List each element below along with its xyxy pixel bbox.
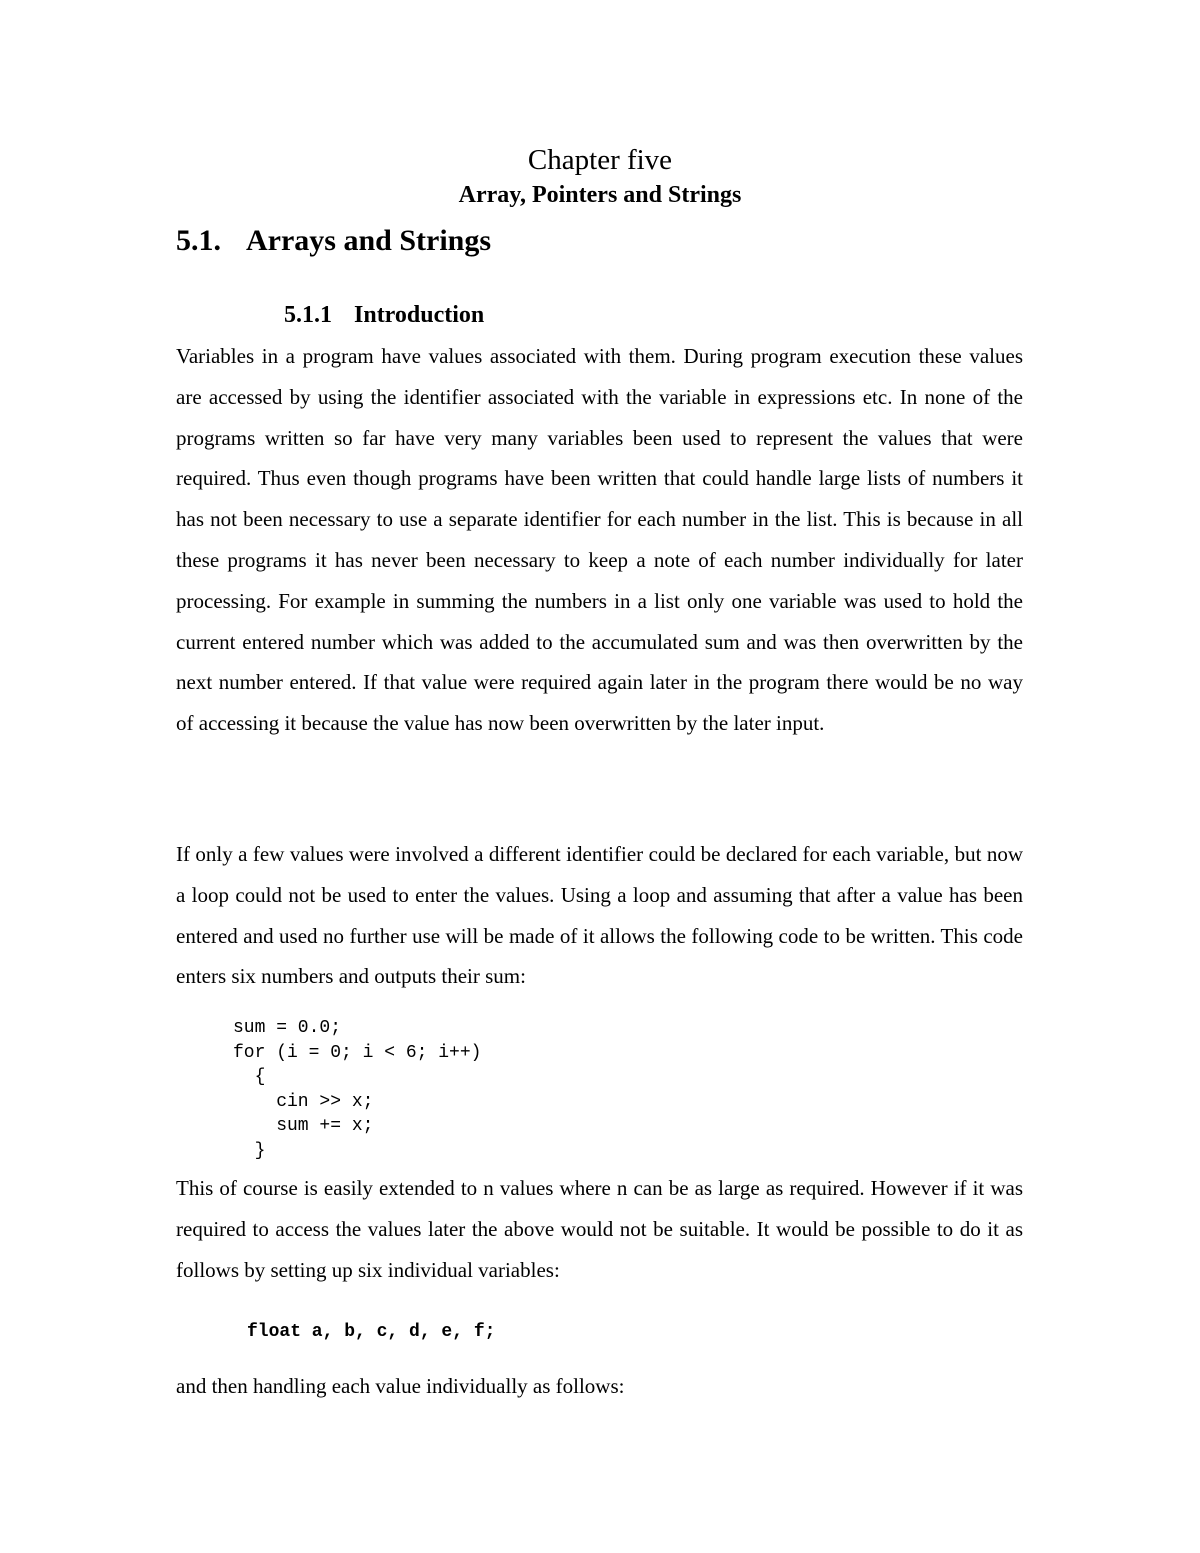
section-heading <box>176 222 491 260</box>
chapter-subtitle: Array, Pointers and Strings <box>458 182 742 208</box>
subsection-title: Introduction <box>354 302 485 328</box>
subsection-number: 5.1.1 <box>284 302 332 328</box>
intro-paragraph: Variables in a program have values associated with them. During program execution these values are accessed by using the identifier associated with the variable in expressions etc. In none of the programs written so far have very many variables been used to represent the values that were required. Thus even though programs have been written that could handle large lists of numbers it has not been necessary to use a separate identifier for each number in the list. This is because in all these programs it has never been necessary to keep a note of each number individually for later processing. For example in summing the numbers in a list only one variable was used to hold the current entered number which was added to the accumulated sum and was then overwritten by the next number entered. If that value were required again later in the program there would be no way of accessing it because the value has now been overwritten by the later input. <box>176 344 1023 736</box>
code-declaration: float a, b, c, d, e, f; <box>247 1322 496 1342</box>
chapter-title: Chapter five <box>527 144 673 176</box>
subsection-heading <box>284 300 484 330</box>
code-sample: sum = 0.0; for (i = 0; i < 6; i++) { cin >> x; sum += x; } <box>233 1018 482 1161</box>
section-title: Arrays and Strings <box>246 224 492 257</box>
extension-paragraph: This of course is easily extended to n values where n can be as large as required. However if it was required to access the values later the above would not be suitable. It would be possible to do it as follows by setting up six individual variables: <box>176 1176 1023 1282</box>
closing-paragraph: and then handling each value individually as follows: <box>176 1374 625 1398</box>
loop-paragraph: If only a few values were involved a different identifier could be declared for each variable, but now a loop could not be used to enter the values. Using a loop and assuming that after a value has been entered and used no further use will be made of it allows the following code to be written. This code enters six numbers and outputs their sum: <box>176 842 1023 989</box>
section-number: 5.1. <box>176 224 221 257</box>
